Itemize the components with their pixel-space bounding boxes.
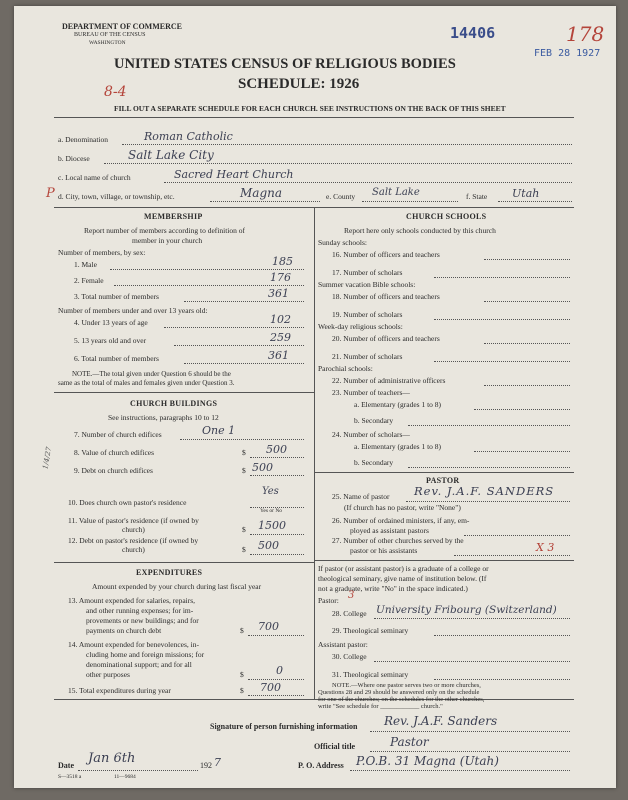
frame-center — [314, 207, 315, 699]
margin-mark: P — [46, 186, 55, 201]
state-value: Utah — [512, 187, 540, 200]
diocese-value: Salt Lake City — [128, 148, 214, 162]
q23a-label: a. Elementary (grades 1 to 8) — [354, 400, 442, 409]
q26-label2: ployed as assistant pastors — [350, 526, 429, 535]
q20-line — [484, 343, 570, 344]
q31-label: 31. Theological seminary — [332, 670, 409, 679]
q27-label2: pastor or his assistants — [350, 546, 418, 555]
q9-dollar: $ — [242, 466, 246, 475]
print-number: 11—9684 — [114, 774, 136, 780]
city-line — [210, 201, 320, 202]
q28-value: University Fribourg (Switzerland) — [376, 604, 557, 616]
denomination-line — [122, 144, 572, 145]
q19-label: 19. Number of scholars — [332, 310, 403, 319]
q7-line — [180, 439, 304, 440]
signature-value: Rev. J.A.F. Sanders — [384, 714, 498, 728]
department: DEPARTMENT OF COMMERCE — [62, 22, 183, 31]
q15-label: 15. Total expenditures during year — [68, 686, 171, 695]
form-number: S—3518 a — [58, 774, 82, 780]
q14-label3: denominational support; and for all — [86, 660, 192, 669]
q19-line — [434, 319, 570, 320]
q8-dollar: $ — [242, 448, 246, 457]
city-value: Magna — [240, 186, 283, 200]
q11-dollar: $ — [242, 525, 246, 534]
q28-label: 28. College — [332, 609, 367, 618]
q28-line — [374, 618, 570, 619]
year-prefix: 192 — [200, 761, 212, 770]
q15-dollar: $ — [240, 686, 244, 695]
q27-label: 27. Number of other churches served by the — [332, 536, 464, 545]
q11-value: 1500 — [258, 519, 286, 532]
q8-label: 8. Value of church edifices — [74, 448, 155, 457]
q8-value: 500 — [266, 443, 287, 456]
q13-dollar: $ — [240, 626, 244, 635]
pastor-note3: for one of the churches; on the schedules for the other churches, — [318, 696, 485, 703]
county-line — [362, 201, 458, 202]
q20-label: 20. Number of officers and teachers — [332, 334, 440, 343]
q3-line — [184, 301, 304, 302]
church-name-value: Sacred Heart Church — [174, 168, 294, 181]
buildings-see: See instructions, paragraphs 10 to 12 — [108, 413, 219, 422]
q14-label4: other purposes — [86, 670, 130, 679]
q2-line — [114, 285, 304, 286]
q13-line — [248, 635, 304, 636]
county-label: e. County — [326, 192, 356, 201]
q22-label: 22. Number of administrative officers — [332, 376, 446, 385]
q5-label: 5. 13 years old and over — [74, 336, 147, 345]
official-title-line — [370, 751, 570, 752]
q11-label2: church) — [122, 525, 145, 534]
membership-intro: Report number of members according to definition of — [84, 226, 245, 235]
po-address-value: P.O.B. 31 Magna (Utah) — [356, 754, 499, 768]
pastor-mark: 3 — [348, 590, 355, 601]
pastor-note: NOTE.—Where one pastor serves two or more churches, — [332, 682, 481, 689]
graduate-note3: not a graduate, write "No" in the space indicated.) — [318, 584, 468, 593]
census-schedule-sheet — [14, 6, 616, 788]
year-digit: 7 — [214, 756, 221, 769]
expenditures-rule — [54, 562, 314, 563]
membership-heading: MEMBERSHIP — [144, 212, 203, 221]
sunday-schools: Sunday schools: — [318, 238, 367, 247]
pastor-note4: write "See schedule for ____________ church." — [318, 703, 443, 710]
q6-label: 6. Total number of members — [74, 354, 159, 363]
q4-label: 4. Under 13 years of age — [74, 318, 148, 327]
weekday-schools: Week-day religious schools: — [318, 322, 403, 331]
q24b-line — [408, 467, 570, 468]
graduate-note: If pastor (or assistant pastor) is a graduate of a college or — [318, 564, 489, 573]
county-value: Salt Lake — [372, 187, 420, 198]
q23b-label: b. Secondary — [354, 416, 394, 425]
buildings-rule — [54, 392, 314, 393]
denomination-value: Roman Catholic — [144, 130, 233, 143]
q13-value: 700 — [258, 620, 279, 633]
q6-line — [184, 363, 304, 364]
serial-number: 14406 — [450, 24, 496, 42]
date-value: Jan 6th — [88, 751, 136, 766]
official-title-label: Official title — [314, 742, 356, 751]
q3-value: 361 — [268, 287, 289, 300]
official-title-value: Pastor — [390, 735, 429, 749]
q27-value: X 3 — [536, 541, 555, 554]
q10-label: 10. Does church own pastor's residence — [68, 498, 187, 507]
pastor-note2: Questions 28 and 29 should be answered only on the schedule — [318, 689, 480, 696]
q12-value: 500 — [258, 539, 279, 552]
q18-line — [484, 301, 570, 302]
form-title: UNITED STATES CENSUS OF RELIGIOUS BODIES — [114, 56, 456, 72]
q22-line — [484, 385, 570, 386]
q26-label: 26. Number of ordained ministers, if any, em- — [332, 516, 470, 525]
date-line — [78, 770, 198, 771]
q15-value: 700 — [260, 681, 281, 694]
q25-label: 25. Name of pastor — [332, 492, 390, 501]
expenditures-sub: Amount expended by your church during last fiscal year — [92, 582, 262, 591]
q2-label: 2. Female — [74, 276, 104, 285]
state-line — [498, 201, 572, 202]
q3-label: 3. Total number of members — [74, 292, 159, 301]
denomination-label: a. Denomination — [58, 135, 108, 144]
q21-line — [434, 361, 570, 362]
graduate-rule — [314, 560, 574, 561]
pastor-rule — [314, 472, 574, 473]
diocese-line — [104, 163, 572, 164]
q1-label: 1. Male — [74, 260, 97, 269]
q1-value: 185 — [272, 255, 293, 268]
q9-value: 500 — [252, 461, 273, 474]
expenditures-heading: EXPENDITURES — [136, 568, 203, 577]
q5-value: 259 — [270, 331, 291, 344]
q10-value: Yes — [262, 486, 279, 497]
q12-line — [250, 554, 304, 555]
q11-label: 11. Value of pastor's residence (if owned by — [68, 516, 199, 525]
city-label: d. City, town, village, or township, etc. — [58, 192, 175, 201]
pastor-sub: Pastor: — [318, 596, 339, 605]
signature-label: Signature of person furnishing information — [210, 722, 358, 731]
membership-note2: same as the total of males and females given under Question 3. — [58, 379, 235, 387]
q25-value: Rev. J.A.F. SANDERS — [414, 484, 555, 498]
schedule-title: SCHEDULE: 1926 — [238, 76, 360, 92]
q5-line — [174, 345, 304, 346]
q24a-line — [474, 451, 570, 452]
q7-label: 7. Number of church edifices — [74, 430, 162, 439]
q27-line — [454, 555, 570, 556]
church-name-label: c. Local name of church — [58, 173, 131, 182]
q13-label2: and other running expenses; for im- — [86, 606, 194, 615]
diocese-label: b. Diocese — [58, 154, 90, 163]
q10-hint: Yes or No — [260, 508, 283, 514]
q31-line — [434, 679, 570, 680]
q30-line — [374, 661, 570, 662]
assistant-pastor: Assistant pastor: — [318, 640, 368, 649]
q16-line — [484, 259, 570, 260]
q12-label: 12. Debt on pastor's residence (if owned by — [68, 536, 199, 545]
q23-label: 23. Number of teachers— — [332, 388, 410, 397]
q14-dollar: $ — [240, 670, 244, 679]
q21-label: 21. Number of scholars — [332, 352, 403, 361]
membership-note: NOTE.—The total given under Question 6 should be the — [72, 370, 231, 378]
parochial-schools: Parochial schools: — [318, 364, 373, 373]
summer-schools: Summer vacation Bible schools: — [318, 280, 416, 289]
q4-value: 102 — [270, 313, 291, 326]
q13-label: 13. Amount expended for salaries, repairs, — [68, 596, 196, 605]
code-mark: 8-4 — [104, 84, 127, 100]
q6-value: 361 — [268, 349, 289, 362]
q7-value: One 1 — [202, 424, 236, 437]
q12-label2: church) — [122, 545, 145, 554]
q25-hint: (If church has no pastor, write "None") — [344, 503, 461, 512]
q11-line — [250, 534, 304, 535]
q12-dollar: $ — [242, 545, 246, 554]
po-address-label: P. O. Address — [298, 761, 344, 770]
pastor-heading: PASTOR — [426, 476, 460, 485]
q4-line — [164, 327, 304, 328]
q17-label: 17. Number of scholars — [332, 268, 403, 277]
q1-line — [110, 269, 304, 270]
q18-label: 18. Number of officers and teachers — [332, 292, 440, 301]
po-address-line — [350, 770, 570, 771]
q23b-line — [408, 425, 570, 426]
q24-label: 24. Number of scholars— — [332, 430, 410, 439]
q14-label2: cluding home and foreign missions; for — [86, 650, 205, 659]
state-label: f. State — [466, 192, 488, 201]
members-by-sex: Number of members, by sex: — [58, 248, 146, 257]
q13-label4: payments on church debt — [86, 626, 162, 635]
divider — [54, 117, 574, 118]
instructions: FILL OUT A SEPARATE SCHEDULE FOR EACH CHURCH. SEE INSTRUCTIONS ON THE BACK OF THIS SHEET — [114, 104, 506, 113]
q13-label3: provements or new buildings; and for — [86, 616, 199, 625]
q17-line — [434, 277, 570, 278]
schools-intro: Report here only schools conducted by this church — [344, 226, 496, 235]
q14-label: 14. Amount expended for benevolences, in- — [68, 640, 200, 649]
q15-line — [248, 695, 304, 696]
frame-bottom — [54, 699, 574, 700]
q23a-line — [474, 409, 570, 410]
q14-value: 0 — [276, 664, 283, 677]
q26-line — [464, 535, 570, 536]
q29-line — [434, 635, 570, 636]
q25-line — [406, 501, 570, 502]
date-label: Date — [58, 761, 74, 770]
members-by-age: Number of members under and over 13 years old: — [58, 306, 208, 315]
q2-value: 176 — [270, 271, 291, 284]
q9-label: 9. Debt on church edifices — [74, 466, 153, 475]
schools-heading: CHURCH SCHOOLS — [406, 212, 487, 221]
buildings-heading: CHURCH BUILDINGS — [130, 399, 218, 408]
margin-date: 1/4/27 — [41, 446, 54, 470]
q16-label: 16. Number of officers and teachers — [332, 250, 440, 259]
q8-line — [250, 457, 304, 458]
membership-intro2: member in your church — [132, 236, 203, 245]
q24b-label: b. Secondary — [354, 458, 394, 467]
q9-line — [250, 475, 304, 476]
q29-label: 29. Theological seminary — [332, 626, 409, 635]
city: WASHINGTON — [89, 40, 126, 46]
stamp-number: 178 — [566, 22, 605, 46]
q14-line — [248, 679, 304, 680]
q24a-label: a. Elementary (grades 1 to 8) — [354, 442, 442, 451]
bureau: BUREAU OF THE CENSUS — [74, 32, 146, 38]
graduate-note2: theological seminary, give name of institution below. (If — [318, 574, 487, 583]
q30-label: 30. College — [332, 652, 367, 661]
church-name-line — [164, 182, 572, 183]
signature-line — [370, 731, 570, 732]
received-stamp: FEB 28 1927 — [534, 48, 601, 59]
